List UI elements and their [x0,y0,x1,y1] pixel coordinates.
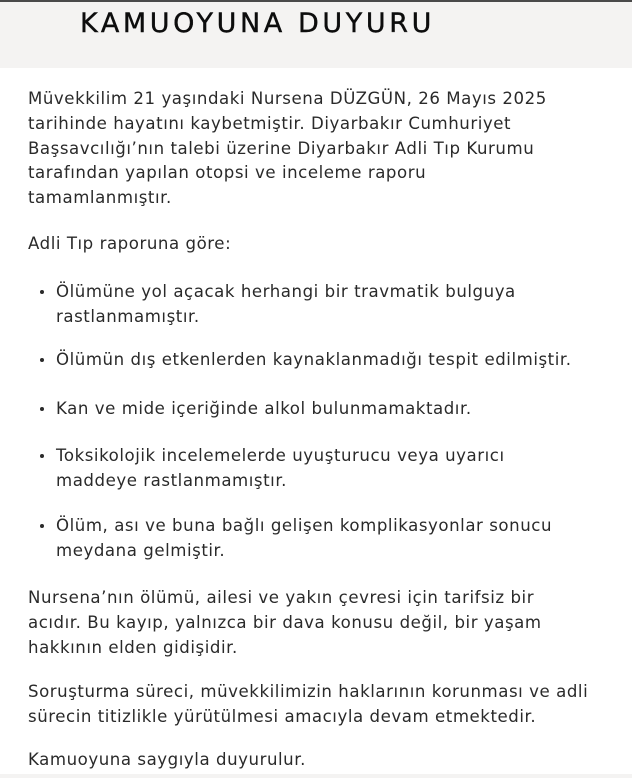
finding-line: Ölümün dış etkenlerden kaynaklanmadığı tespit edilmiştir. [56,350,572,369]
closing-statement: Kamuoyuna saygıyla duyurulur. [28,750,306,769]
investigation-line: sürecin titizlikle yürütülmesi amacıyla devam etmektedir. [28,706,537,726]
investigation-line: Soruşturma süreci, müvekkilimizin haklarının korunması ve adli [28,682,589,701]
grief-paragraph [28,586,628,660]
finding-line: Toksikolojik incelemelerde uyuşturucu veya uyarıcı [56,446,505,465]
finding-line: meydana gelmiştir. [56,540,226,560]
intro-line: tamamlanmıştır. [28,188,172,208]
header-band [0,2,632,68]
intro-line: tarihinde hayatını kaybetmiştir. Diyarbakır Cumhuriyet [28,113,512,133]
bullet-icon [40,407,44,411]
intro-paragraph [28,87,628,211]
bullet-icon [40,290,44,294]
grief-line: acıdır. Bu kayıp, yalnızca bir dava konusu değil, bir yaşam [28,612,542,632]
finding-line: Ölümüne yol açacak herhangi bir travmatik bulguya [56,282,516,301]
bullet-icon [40,524,44,528]
intro-line: Başsavcılığı’nın talebi üzerine Diyarbakır Adli Tıp Kurumu [28,138,535,158]
page-title: KAMUOYUNA DUYURU [80,8,435,39]
footer-strip [0,774,632,778]
finding-line: Kan ve mide içeriğinde alkol bulunmamaktadır. [56,399,472,418]
finding-line: maddeye rastlanmamıştır. [56,470,287,490]
investigation-paragraph [28,680,628,730]
bullet-icon [40,358,44,362]
finding-line: Ölüm, ası ve buna bağlı gelişen komplikasyonlar sonucu [56,516,553,535]
intro-line: tarafından yapılan otopsi ve inceleme raporu [28,163,427,183]
grief-line: Nursena’nın ölümü, ailesi ve yakın çevresi için tarifsiz bir [28,588,535,607]
finding-line: rastlanmamıştır. [56,306,200,326]
bullet-icon [40,454,44,458]
report-lead: Adli Tıp raporuna göre: [28,234,232,253]
grief-line: hakkının elden gidişidir. [28,637,238,657]
intro-line: Müvekkilim 21 yaşındaki Nursena DÜZGÜN, 26 Mayıs 2025 [28,89,547,108]
